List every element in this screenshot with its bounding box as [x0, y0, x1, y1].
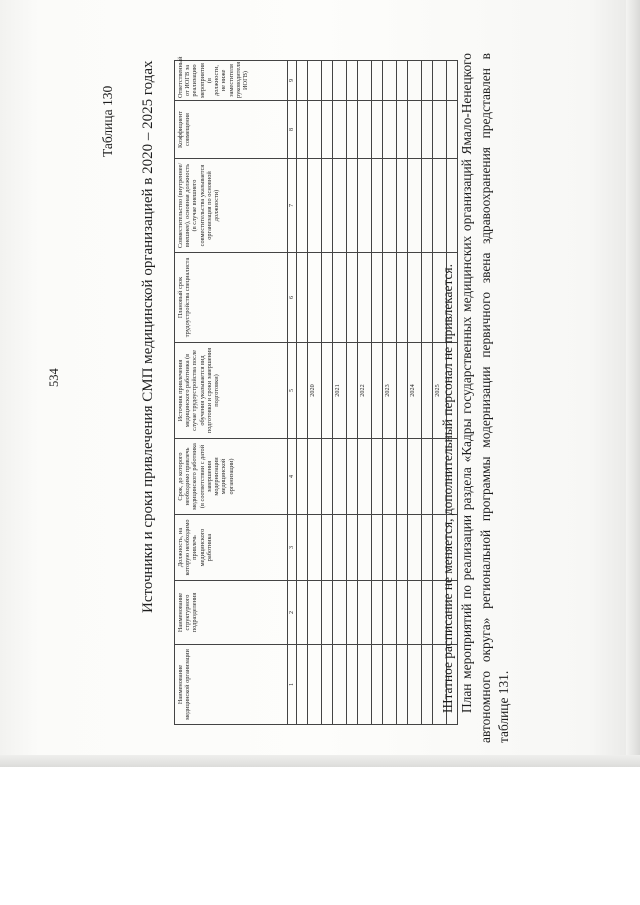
table-row	[347, 61, 358, 725]
column-number-row	[288, 61, 297, 725]
table-row	[333, 61, 347, 725]
column-number: 3	[288, 515, 297, 581]
year-cell: 2024	[408, 343, 422, 439]
table-header-row	[175, 61, 288, 725]
header-cell: Наименование структурного подразделения	[175, 581, 288, 645]
year-cell: 2023	[383, 343, 397, 439]
table-row	[297, 61, 308, 725]
table-row	[383, 61, 397, 725]
table-row	[372, 61, 383, 725]
year-cell: 2020	[308, 343, 322, 439]
header-cell: Должность, на которую необходимо привлечь медицинского работника	[175, 515, 288, 581]
year-cell: 2022	[358, 343, 372, 439]
header-cell: Наименование медицинской организации	[175, 645, 288, 725]
column-number: 7	[288, 159, 297, 253]
header-cell: Плановый срок трудоустройства специалиста	[175, 253, 288, 343]
header-cell: Источник привлечения медицинского работника (в случае трудоустройства после обучения указывается вид подготовки и сроки завершения подготовки)	[175, 343, 288, 439]
column-number: 1	[288, 645, 297, 725]
paragraph-plan: План мероприятий по реализации раздела «Кадры государственных медицинских организаций Ямало-Ненецкого автономного округа» региональной программы модернизации первичного звена здравоохранения представлен в таблице 131.	[459, 53, 511, 743]
column-number: 4	[288, 439, 297, 515]
table-row	[308, 61, 322, 725]
table-row	[422, 61, 433, 725]
table-title: Источники и сроки привлечения СМП медицинской организацией в 2020 – 2025 годах	[140, 60, 156, 613]
table-label: Таблица 130	[100, 85, 115, 157]
table-row	[358, 61, 372, 725]
header-cell: Срок, до которого необходимо привлечь медицинского работника (в соответствии с датой завершения модернизации медицинской организации)	[175, 439, 288, 515]
header-cell: Коэффициент совмещения	[175, 101, 288, 159]
year-cell: 2021	[333, 343, 347, 439]
year-cell: 2025	[433, 343, 447, 439]
page-number: 534	[47, 368, 61, 387]
column-number: 8	[288, 101, 297, 159]
data-table	[174, 56, 458, 725]
column-number: 6	[288, 253, 297, 343]
table-row	[408, 61, 422, 725]
rotated-page-content	[0, 45, 640, 765]
paragraph-staffing: Штатное расписание не меняется, дополнительный персонал не привлекается.	[440, 264, 455, 713]
column-number: 9	[288, 61, 297, 101]
table-row	[397, 61, 408, 725]
column-number: 5	[288, 343, 297, 439]
table-row	[322, 61, 333, 725]
header-cell: Ответственный от ИОГВ за реализацию мероприятия (в должности, не ниже заместителя руководителя ИОГВ)	[175, 61, 288, 101]
column-number: 2	[288, 581, 297, 645]
header-cell: Совместительство (внутреннее/внешнее), основная должность (в случае внешнего совместительства указывается организация по основной должности)	[175, 159, 288, 253]
